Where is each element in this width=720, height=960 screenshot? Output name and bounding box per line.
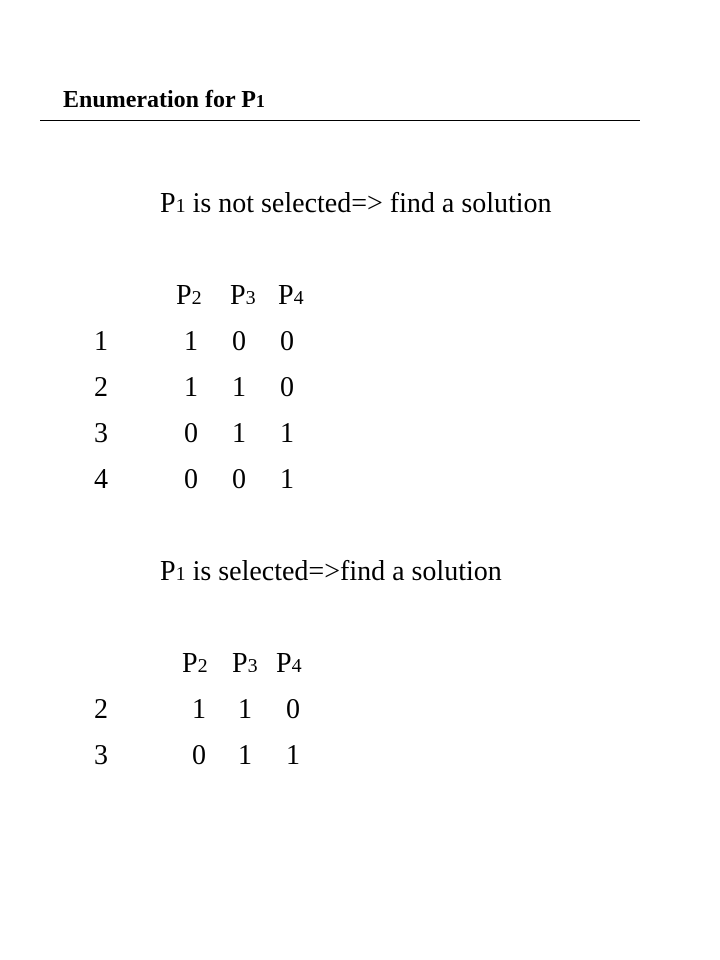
table-cell: 0 (232, 464, 246, 495)
col-header-p: P (230, 280, 246, 311)
table-cell: 1 (232, 418, 246, 449)
table-cell: 0 (192, 740, 206, 771)
section-1-col-header (278, 276, 304, 318)
row-id: 3 (94, 418, 108, 449)
title-subscript: 1 (255, 91, 265, 111)
col-header-sub: 2 (197, 655, 208, 677)
col-header-p: P (176, 280, 192, 311)
title-text: Enumeration for P (63, 87, 256, 113)
row-id: 1 (94, 326, 108, 357)
row-id: 3 (94, 740, 108, 771)
section-2-col-header (232, 644, 258, 686)
col-header-sub: 3 (245, 287, 256, 309)
section-2-heading-text: is selected=>find a solution (185, 556, 502, 587)
table-cell: 1 (280, 464, 294, 495)
table-cell: 1 (232, 372, 246, 403)
col-header-p: P (232, 648, 248, 679)
section-1-col-header (230, 276, 256, 318)
section-1-heading-p: P (160, 188, 176, 219)
section-2-col-header (182, 644, 208, 686)
col-header-sub: 3 (247, 655, 258, 677)
table-cell: 0 (184, 464, 198, 495)
table-cell: 0 (286, 694, 300, 725)
table-cell: 1 (184, 372, 198, 403)
table-cell: 1 (238, 740, 252, 771)
table-cell: 0 (280, 326, 294, 357)
section-2-heading-sub: 1 (175, 563, 186, 585)
row-id: 2 (94, 372, 108, 403)
section-1-col-header (176, 276, 202, 318)
section-2-heading-p: P (160, 556, 176, 587)
row-id: 2 (94, 694, 108, 725)
table-cell: 1 (280, 418, 294, 449)
section-1-heading-text: is not selected=> find a solution (185, 188, 552, 219)
page-title (63, 80, 265, 121)
title-underline (40, 120, 640, 121)
table-cell: 0 (184, 418, 198, 449)
col-header-sub: 2 (191, 287, 202, 309)
table-cell: 1 (184, 326, 198, 357)
col-header-p: P (276, 648, 292, 679)
col-header-p: P (182, 648, 198, 679)
col-header-sub: 4 (291, 655, 302, 677)
col-header-sub: 4 (293, 287, 304, 309)
col-header-p: P (278, 280, 294, 311)
section-2-col-header (276, 644, 302, 686)
row-id: 4 (94, 464, 108, 495)
table-cell: 1 (238, 694, 252, 725)
table-cell: 1 (192, 694, 206, 725)
table-cell: 0 (280, 372, 294, 403)
table-cell: 1 (286, 740, 300, 771)
table-cell: 0 (232, 326, 246, 357)
section-2-heading (160, 552, 502, 594)
section-1-heading-sub: 1 (175, 195, 186, 217)
section-1-heading (160, 184, 552, 226)
